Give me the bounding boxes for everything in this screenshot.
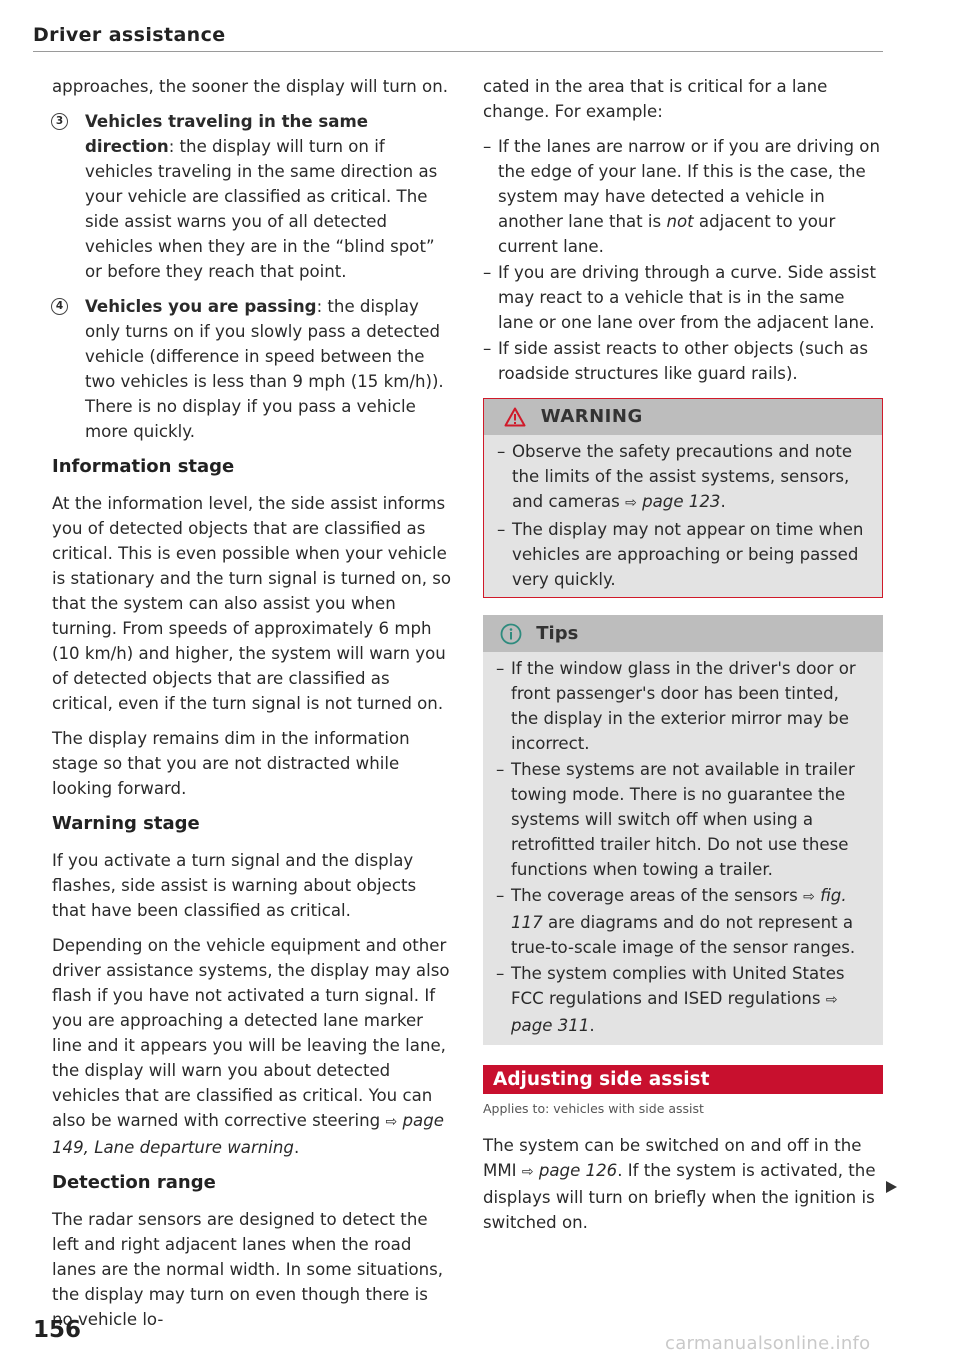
left-column — [52, 74, 452, 1342]
item-text: : the display will turn on if vehicles traveling in the same direction as your vehicle are classified as critical. The side assist warns you of all detected vehicles when they are in the “blind spot” or before they reach that point. — [85, 137, 438, 281]
cross-reference-link[interactable]: page 149, Lane departure warning — [52, 1111, 444, 1157]
tips-item: – If the window glass in the driver's door or front passenger's door has been tinted, the display in the exterior mirror may be incorrect. — [496, 656, 869, 756]
warning-item: – Observe the safety precautions and note the limits of the assist systems, sensors, and cameras ⇨ page 123. — [497, 439, 868, 516]
arrow-icon: ⇨ — [521, 1164, 534, 1180]
applies-to-note: Applies to: vehicles with side assist — [483, 1101, 704, 1116]
item-term: Vehicles traveling in the same direction — [85, 112, 369, 156]
list-item-4 — [52, 294, 452, 444]
continue-arrow-icon — [886, 1181, 897, 1193]
list-item: – If side assist reacts to other objects (such as roadside structures like guard rails). — [483, 336, 883, 386]
tips-item: – The system complies with United States FCC regulations and ISED regulations ⇨ page 311. — [496, 961, 869, 1038]
watermark: carmanualsonline.info — [665, 1333, 871, 1354]
tips-box — [483, 615, 883, 1045]
circled-number: 4 — [51, 298, 68, 315]
heading-information-stage: Information stage — [52, 456, 235, 477]
warning-triangle-icon — [504, 407, 526, 427]
tips-item: – These systems are not available in trailer towing mode. There is no guarantee the systems will switch off when using a retrofitted trailer hitch. Do not use these functions when towing a trailer. — [496, 757, 869, 882]
tips-item: – The coverage areas of the sensors ⇨ fig. 117 are diagrams and do not represent a true-to-scale image of the sensor ranges. — [496, 883, 869, 960]
cross-reference-link[interactable]: page 311 — [511, 1016, 590, 1035]
arrow-icon: ⇨ — [825, 992, 838, 1008]
paragraph: The system can be switched on and off in the MMI ⇨ page 126. If the system is activated, the displays will turn on briefly when the ignition is switched on. — [483, 1136, 876, 1232]
warning-box — [483, 398, 883, 598]
arrow-icon: ⇨ — [385, 1114, 398, 1130]
circled-number: 3 — [51, 113, 68, 130]
tips-header — [483, 615, 883, 652]
warning-item: – The display may not appear on time when vehicles are approaching or being passed very quickly. — [497, 517, 868, 592]
list-item: – If you are driving through a curve. Side assist may react to a vehicle that is in the same lane or one lane over from the adjacent lane. — [483, 260, 883, 335]
section-heading-adjusting-side-assist: Adjusting side assist — [483, 1065, 883, 1094]
warning-body — [484, 435, 882, 597]
cross-reference-link[interactable]: fig. 117 — [511, 886, 847, 932]
heading-warning-stage: Warning stage — [52, 813, 200, 834]
paragraph: At the information level, the side assist informs you of detected objects that are classified as critical. This is even possible when your vehicle is stationary and the turn signal is turned on, so that the system can also assist you when turning. From speeds of approximately 6 mph (10 km/h) and higher, the system will warn you of detected objects that are classified as critical, even if the turn signal is not turned on. — [52, 494, 452, 713]
heading-detection-range: Detection range — [52, 1172, 216, 1193]
arrow-icon: ⇨ — [803, 889, 815, 905]
info-icon — [500, 623, 522, 645]
cross-reference-link[interactable]: page 126 — [538, 1161, 618, 1180]
list-item: – If the lanes are narrow or if you are driving on the edge of your lane. If this is the case, the system may have detected a vehicle in another lane that is not adjacent to your current lane. — [483, 134, 883, 259]
page-number: 156 — [33, 1317, 82, 1343]
paragraph: The radar sensors are designed to detect the left and right adjacent lanes when the road lanes are the normal width. In some situations, the display may turn on even though there is no vehicle lo- — [52, 1210, 444, 1329]
paragraph: The display remains dim in the information stage so that you are not distracted while looking forward. — [52, 729, 410, 798]
tips-title: Tips — [536, 623, 579, 644]
warning-title: WARNING — [540, 406, 643, 427]
page-header — [33, 24, 883, 52]
paragraph: If you activate a turn signal and the display flashes, side assist is warning about objects that have been classified as critical. — [52, 851, 417, 920]
item-term: Vehicles you are passing — [85, 297, 317, 316]
arrow-icon: ⇨ — [625, 495, 637, 511]
intro-continuation: approaches, the sooner the display will turn on. — [52, 77, 449, 96]
paragraph: Depending on the vehicle equipment and other driver assistance systems, the display may also flash if you have not activated a turn signal. If you are approaching a detected lane marker line and it appears you will be leaving the lane, the display will warn you about detected vehicles that are classified as critical. You can also be warned with corrective steering ⇨ page 149, Lane departure warning. — [52, 936, 450, 1157]
tips-body — [483, 652, 883, 1045]
right-column — [483, 74, 883, 1245]
paragraph: cated in the area that is critical for a lane change. For example: — [483, 77, 828, 121]
list-item-3 — [52, 109, 452, 284]
item-text: : the display only turns on if you slowly pass a detected vehicle (difference in speed between the two vehicles is less than 9 mph (15 km/h)). There is no display if you pass a vehicle more quickly. — [85, 297, 444, 441]
warning-header — [484, 399, 882, 435]
cross-reference-link[interactable]: page 123 — [642, 492, 721, 511]
section-title: Driver assistance — [33, 24, 226, 46]
